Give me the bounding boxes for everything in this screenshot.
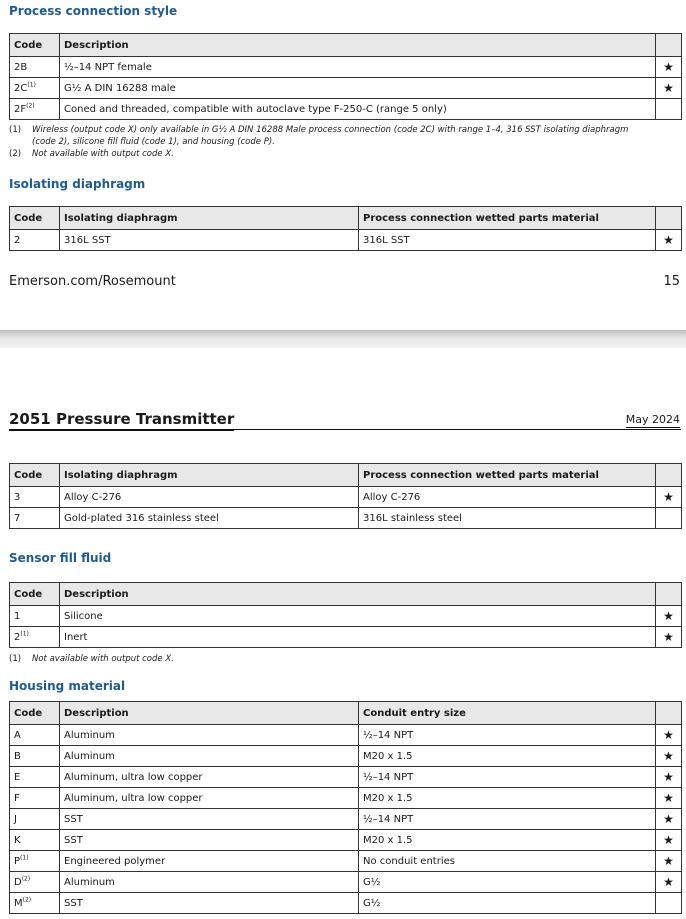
- section-title-housing-material: Housing material: [9, 679, 126, 693]
- cell-conduit: No conduit entries: [359, 851, 656, 872]
- cell-code: [10, 767, 60, 788]
- cell-conduit: ½–14 NPT: [359, 725, 656, 746]
- code-value: 2C: [14, 82, 28, 94]
- header-star: [656, 207, 682, 230]
- footnote-text: Not available with output code X.: [32, 149, 174, 159]
- header-description: Description: [60, 702, 359, 725]
- header-wetted-parts: Process connection wetted parts material: [359, 464, 656, 487]
- cell-diaphragm: Gold-plated 316 stainless steel: [60, 508, 359, 529]
- section-title-isolating-diaphragm: Isolating diaphragm: [9, 177, 146, 191]
- footnote-ref: (1): [20, 854, 29, 862]
- footnote-number: (1): [9, 654, 22, 664]
- cell-code: [10, 830, 60, 851]
- process-connection-footnotes: [9, 124, 649, 160]
- header-star: [656, 702, 682, 725]
- cell-description: Aluminum: [60, 746, 359, 767]
- section-title-process-connection: Process connection style: [9, 4, 178, 18]
- star-icon: [656, 508, 682, 529]
- header-code: Code: [10, 702, 60, 725]
- code-value: 2B: [14, 61, 28, 73]
- table-row: [10, 830, 682, 851]
- cell-diaphragm: Alloy C-276: [60, 487, 359, 508]
- footer-page-number: 15: [663, 274, 680, 289]
- header-rule: [9, 429, 681, 430]
- header-wetted-parts: Process connection wetted parts material: [359, 207, 656, 230]
- cell-code: [10, 809, 60, 830]
- cell-description: SST: [60, 893, 359, 914]
- footnote-ref: (1): [27, 81, 36, 89]
- process-connection-table: [9, 33, 682, 120]
- star-icon: [656, 893, 682, 914]
- cell-conduit: M20 x 1.5: [359, 746, 656, 767]
- table-row: [10, 746, 682, 767]
- cell-description: SST: [60, 830, 359, 851]
- cell-description: Coned and threaded, compatible with autoclave type F-250-C (range 5 only): [60, 99, 656, 120]
- header-isolating-diaphragm: Isolating diaphragm: [60, 207, 359, 230]
- star-icon: ★: [656, 487, 682, 508]
- table-row: [10, 57, 682, 78]
- header-star: [656, 34, 682, 57]
- cell-conduit: M20 x 1.5: [359, 788, 656, 809]
- isolating-diaphragm-table-continued: [9, 463, 682, 529]
- footnote: [9, 148, 649, 160]
- star-icon: ★: [656, 851, 682, 872]
- table-header-row: [10, 207, 682, 230]
- star-icon: ★: [656, 767, 682, 788]
- footnote-ref: (1): [20, 630, 29, 638]
- cell-diaphragm: 316L SST: [60, 230, 359, 251]
- header-star: [656, 583, 682, 606]
- code-value: 1: [14, 610, 21, 622]
- cell-conduit: ½–14 NPT: [359, 809, 656, 830]
- cell-code: [10, 230, 60, 251]
- housing-material-table: [9, 701, 682, 914]
- cell-code: [10, 78, 60, 99]
- code-value: F: [14, 792, 20, 804]
- cell-code: [10, 57, 60, 78]
- table-row: [10, 508, 682, 529]
- footnote-ref: (2): [26, 102, 35, 110]
- code-value: K: [14, 834, 21, 846]
- star-icon: ★: [656, 230, 682, 251]
- footnote: [9, 124, 649, 148]
- table-row: [10, 230, 682, 251]
- star-icon: ★: [656, 830, 682, 851]
- cell-code: [10, 893, 60, 914]
- header-star: [656, 464, 682, 487]
- star-icon: ★: [656, 57, 682, 78]
- table-row: [10, 78, 682, 99]
- code-value: D: [14, 876, 22, 888]
- table-row: [10, 606, 682, 627]
- table-header-row: [10, 702, 682, 725]
- footer-site-link[interactable]: Emerson.com/Rosemount: [9, 274, 176, 289]
- star-icon: ★: [656, 788, 682, 809]
- table-header-row: [10, 34, 682, 57]
- cell-description: Aluminum, ultra low copper: [60, 767, 359, 788]
- cell-description: Engineered polymer: [60, 851, 359, 872]
- cell-conduit: G½: [359, 893, 656, 914]
- code-value: M: [14, 897, 23, 909]
- table-row: [10, 487, 682, 508]
- star-icon: [656, 99, 682, 120]
- table-header-row: [10, 583, 682, 606]
- header-description: Description: [60, 583, 656, 606]
- cell-conduit: G½: [359, 872, 656, 893]
- header-code: Code: [10, 464, 60, 487]
- table-row: [10, 872, 682, 893]
- cell-wetted: Alloy C-276: [359, 487, 656, 508]
- cell-description: SST: [60, 809, 359, 830]
- footnote-number: (2): [9, 149, 22, 159]
- sensor-fill-footnotes: [9, 653, 649, 665]
- header-code: Code: [10, 583, 60, 606]
- cell-code: [10, 627, 60, 648]
- section-title-sensor-fill-fluid: Sensor fill fluid: [9, 551, 112, 565]
- cell-code: [10, 99, 60, 120]
- star-icon: ★: [656, 627, 682, 648]
- star-icon: ★: [656, 746, 682, 767]
- cell-wetted: 316L SST: [359, 230, 656, 251]
- cell-description: Aluminum, ultra low copper: [60, 788, 359, 809]
- code-value: 3: [14, 491, 21, 503]
- code-value: 2: [14, 234, 21, 246]
- header-code: Code: [10, 207, 60, 230]
- cell-description: Silicone: [60, 606, 656, 627]
- code-value: J: [14, 813, 17, 825]
- header-conduit-entry: Conduit entry size: [359, 702, 656, 725]
- cell-code: [10, 725, 60, 746]
- cell-code: [10, 788, 60, 809]
- table-row: [10, 893, 682, 914]
- table-row: [10, 788, 682, 809]
- star-icon: ★: [656, 78, 682, 99]
- table-row: [10, 767, 682, 788]
- footnote: [9, 653, 649, 665]
- footnote-text: Not available with output code X.: [32, 654, 174, 664]
- header-code: Code: [10, 34, 60, 57]
- cell-code: [10, 851, 60, 872]
- table-row: [10, 99, 682, 120]
- star-icon: ★: [656, 872, 682, 893]
- cell-code: [10, 606, 60, 627]
- cell-description: ½–14 NPT female: [60, 57, 656, 78]
- star-icon: ★: [656, 606, 682, 627]
- cell-wetted: 316L stainless steel: [359, 508, 656, 529]
- table-header-row: [10, 464, 682, 487]
- code-value: P: [14, 855, 21, 867]
- cell-description: G½ A DIN 16288 male: [60, 78, 656, 99]
- code-value: 2F: [14, 103, 27, 115]
- cell-description: Inert: [60, 627, 656, 648]
- cell-code: [10, 508, 60, 529]
- document-title: 2051 Pressure Transmitter: [9, 410, 234, 431]
- code-value: B: [14, 750, 21, 762]
- table-row: [10, 809, 682, 830]
- table-row: [10, 851, 682, 872]
- footnote-ref: (2): [22, 896, 32, 904]
- sensor-fill-fluid-table: [9, 582, 682, 648]
- footnote-ref: (2): [21, 875, 31, 883]
- table-row: [10, 627, 682, 648]
- header-isolating-diaphragm: Isolating diaphragm: [60, 464, 359, 487]
- cell-code: [10, 872, 60, 893]
- code-value: E: [14, 771, 21, 783]
- cell-code: [10, 487, 60, 508]
- footnote-text: Wireless (output code X) only available in G½ A DIN 16288 Male process connection (code 2C) with range 1–4, 316 SST isolating diaphragm (code 2), silicone fill fluid (code 1), and housing (code P).: [32, 125, 629, 147]
- page-separator: [0, 330, 686, 348]
- isolating-diaphragm-table: [9, 206, 682, 251]
- document-date: May 2024: [625, 413, 680, 426]
- header-description: Description: [60, 34, 656, 57]
- star-icon: ★: [656, 725, 682, 746]
- code-value: 7: [14, 512, 21, 524]
- code-value: A: [14, 729, 21, 741]
- cell-code: [10, 746, 60, 767]
- table-row: [10, 725, 682, 746]
- footnote-number: (1): [9, 125, 22, 135]
- cell-description: Aluminum: [60, 725, 359, 746]
- star-icon: ★: [656, 809, 682, 830]
- cell-description: Aluminum: [60, 872, 359, 893]
- cell-conduit: ½–14 NPT: [359, 767, 656, 788]
- code-value: 2: [14, 631, 21, 643]
- cell-conduit: M20 x 1.5: [359, 830, 656, 851]
